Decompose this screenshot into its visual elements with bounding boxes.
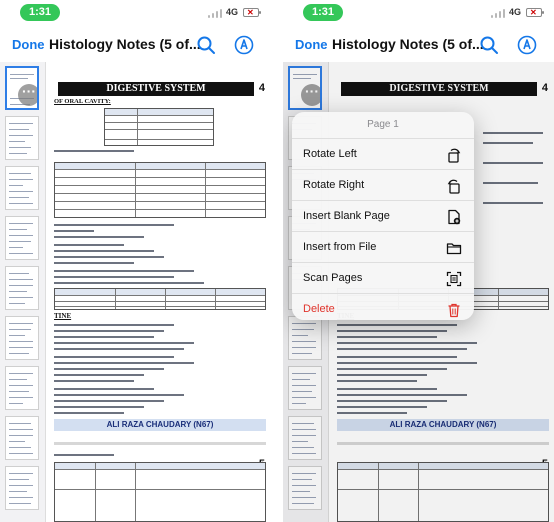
menu-item-label: Delete (303, 303, 335, 315)
screenshot-divider (271, 0, 283, 522)
page-thumbnails-sidebar (0, 62, 46, 522)
markup-icon[interactable] (517, 35, 537, 55)
insert-blank-page-icon (446, 209, 462, 225)
page-thumbnail[interactable] (5, 366, 39, 410)
battery-icon: ✕ (243, 8, 259, 17)
section-heading-2: TINE (54, 312, 72, 320)
markup-icon[interactable] (234, 35, 254, 55)
status-bar (0, 0, 271, 26)
page-header: DIGESTIVE SYSTEM (58, 82, 254, 96)
page-thumbnail[interactable] (5, 266, 39, 310)
screen-document-view (0, 0, 271, 522)
page-separator (54, 442, 266, 445)
menu-item-label: Insert Blank Page (303, 210, 390, 222)
navigation-bar (283, 30, 554, 60)
page-number: 4 (541, 82, 548, 94)
document-page[interactable] (50, 62, 271, 522)
page-context-menu (292, 112, 474, 320)
status-time: 1:31 (20, 4, 60, 21)
lips-table (54, 162, 266, 218)
search-icon[interactable] (196, 35, 216, 55)
section-heading: OF ORAL CAVITY: (54, 98, 111, 105)
menu-item-label: Scan Pages (303, 272, 363, 284)
rotate-left-icon (446, 147, 462, 163)
menu-item-insert-from-file[interactable] (292, 231, 474, 262)
page-thumbnail[interactable] (5, 116, 39, 160)
epithelium-table (104, 108, 214, 146)
done-button[interactable]: Done (295, 37, 328, 52)
menu-item-delete[interactable] (292, 293, 474, 320)
page-thumbnail[interactable] (5, 216, 39, 260)
folder-icon (446, 240, 462, 256)
menu-item-insert-blank-page[interactable] (292, 200, 474, 231)
search-icon[interactable] (479, 35, 499, 55)
battery-icon: ✕ (526, 8, 542, 17)
epithelium-types-table (54, 462, 266, 522)
status-bar (283, 0, 554, 26)
menu-title: Page 1 (367, 119, 399, 130)
document-title: Histology Notes (5 of... (49, 36, 201, 52)
more-options-icon[interactable]: ··· (301, 84, 322, 106)
page-thumbnail[interactable] (5, 66, 39, 110)
page-thumbnail[interactable] (5, 316, 39, 360)
page-thumbnail[interactable] (5, 416, 39, 460)
page-header: DIGESTIVE SYSTEM (341, 82, 537, 96)
menu-item-rotate-right[interactable] (292, 169, 474, 200)
menu-item-rotate-left[interactable] (292, 138, 474, 169)
signal-icon (491, 9, 505, 18)
page-footer: ALI RAZA CHAUDARY (N67) (54, 419, 266, 431)
network-type: 4G (226, 7, 239, 17)
signal-icon (208, 9, 222, 18)
menu-item-label: Rotate Left (303, 148, 357, 160)
document-title: Histology Notes (5 of... (332, 36, 484, 52)
network-type: 4G (509, 7, 522, 17)
menu-item-scan-pages[interactable] (292, 262, 474, 293)
trash-icon (446, 302, 462, 318)
scan-pages-icon (446, 271, 462, 287)
screen-context-menu-view (283, 0, 554, 522)
papillae-table (54, 288, 266, 310)
page-thumbnail[interactable] (5, 166, 39, 210)
rotate-right-icon (446, 178, 462, 194)
status-time: 1:31 (303, 4, 343, 21)
page-thumbnail[interactable] (5, 466, 39, 510)
more-options-icon[interactable]: ··· (18, 84, 39, 106)
menu-item-label: Insert from File (303, 241, 377, 253)
menu-item-label: Rotate Right (303, 179, 365, 191)
done-button[interactable]: Done (12, 37, 45, 52)
page-number: 4 (258, 82, 265, 94)
page-footer: ALI RAZA CHAUDARY (N67) (337, 419, 549, 431)
navigation-bar (0, 30, 271, 60)
